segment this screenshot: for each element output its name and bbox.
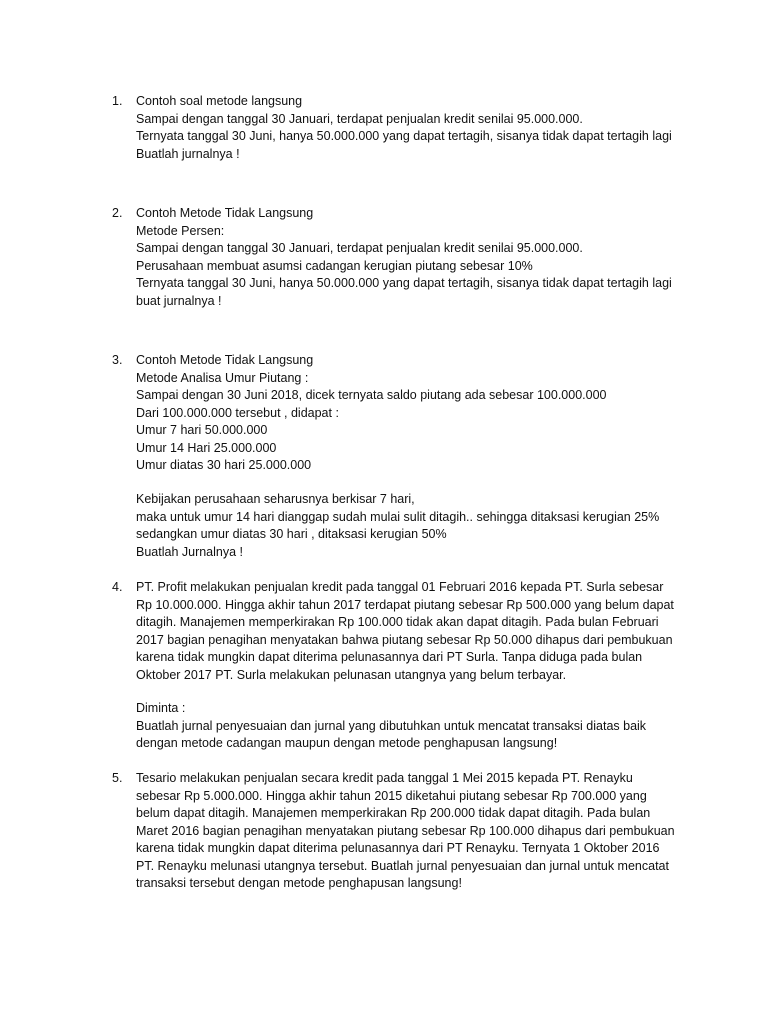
item-4-line: Buatlah jurnal penyesuaian dan jurnal yang dibutuhkan untuk mencatat transaksi diatas baik: [136, 718, 647, 733]
item-4-number: 4.: [112, 580, 123, 594]
item-4-line: Diminta :: [136, 701, 186, 715]
item-3-title: Contoh Metode Tidak Langsung: [136, 353, 314, 367]
item-1-line: Buatlah jurnalnya !: [136, 146, 240, 161]
item-3-line: Metode Analisa Umur Piutang :: [136, 370, 309, 385]
item-4-line: karena tidak mungkin dapat diterima pelunasannya dari PT Surla. Tanpa diduga pada bulan: [136, 650, 643, 664]
item-2-line: buat jurnalnya !: [136, 293, 222, 308]
item-4-line: dengan metode cadangan maupun dengan metode penghapusan langsung!: [136, 736, 558, 750]
item-2-line: Perusahaan membuat asumsi cadangan kerugian piutang sebesar 10%: [136, 258, 533, 273]
item-3-line: maka untuk umur 14 hari dianggap sudah mulai sulit ditagih.. sehingga ditaksasi kerugian 25%: [136, 509, 660, 524]
item-3-number: 3.: [112, 353, 123, 367]
item-3-line: Dari 100.000.000 tersebut , didapat :: [136, 405, 339, 420]
item-1-line: Sampai dengan tanggal 30 Januari, terdapat penjualan kredit senilai 95.000.000.: [136, 111, 583, 126]
item-2-title: Contoh Metode Tidak Langsung: [136, 206, 314, 220]
item-2-line: Ternyata tanggal 30 Juni, hanya 50.000.000 yang dapat tertagih, sisanya tidak dapat tertagih lagi: [136, 276, 672, 290]
item-5-line: Tesario melakukan penjualan secara kredit pada tanggal 1 Mei 2015 kepada PT. Renayku: [136, 771, 633, 785]
item-5-line: belum dapat ditagih. Manajemen memperkirakan Rp 200.000 tidak dapat ditagih. Pada bulan: [136, 806, 651, 820]
item-3-line: Umur diatas 30 hari 25.000.000: [136, 458, 312, 472]
item-5-number: 5.: [112, 771, 123, 785]
item-5-line: transaksi tersebut dengan metode penghapusan langsung!: [136, 876, 462, 890]
item-4-line: PT. Profit melakukan penjualan kredit pada tanggal 01 Februari 2016 kepada PT. Surla sebesar: [136, 580, 664, 594]
item-4-line: 2017 bagian penagihan menyatakan bahwa piutang sebesar Rp 50.000 dihapus dari pembukuan: [136, 632, 673, 647]
item-5-line: Maret 2016 bagian penagihan menyatakan piutang sebesar Rp 100.000 dihapus dari pembukuan: [136, 823, 675, 838]
item-4-line: ditagih. Manajemen memperkirakan Rp 100.000 tidak akan dapat ditagih. Pada bulan Februari: [136, 615, 659, 629]
item-3-line: Buatlah Jurnalnya !: [136, 544, 244, 559]
item-3-line: sedangkan umur diatas 30 hari , ditaksasi kerugian 50%: [136, 527, 447, 541]
item-3-line: Kebijakan perusahaan seharusnya berkisar 7 hari,: [136, 492, 415, 506]
item-2-line: Sampai dengan tanggal 30 Januari, terdapat penjualan kredit senilai 95.000.000.: [136, 241, 583, 255]
item-5-line: sebesar Rp 5.000.000. Hingga akhir tahun 2015 diketahui piutang sebesar Rp 700.000 yang: [136, 788, 647, 803]
item-2-number: 2.: [112, 206, 123, 220]
item-4-line: Oktober 2017 PT. Surla melakukan pelunasan utangnya yang belum terbayar.: [136, 667, 567, 682]
item-5-line: karena tidak mungkin dapat diterima pelunasannya dari PT Renayku. Ternyata 1 Oktober 2016: [136, 841, 660, 855]
item-3-line: Umur 14 Hari 25.000.000: [136, 440, 277, 455]
item-4-line: Rp 10.000.000. Hingga akhir tahun 2017 terdapat piutang sebesar Rp 500.000 yang belum dapat: [136, 597, 674, 612]
item-3-line: Sampai dengan 30 Juni 2018, dicek ternyata saldo piutang ada sebesar 100.000.000: [136, 388, 607, 402]
item-5-line: PT. Renayku melunasi utangnya tersebut. Buatlah jurnal penyesuaian dan jurnal untuk mencatat: [136, 858, 669, 873]
item-3-line: Umur 7 hari 50.000.000: [136, 423, 268, 437]
item-1-number: 1.: [112, 94, 123, 108]
item-1-line: Ternyata tanggal 30 Juni, hanya 50.000.000 yang dapat tertagih, sisanya tidak dapat tertagih lagi: [136, 129, 672, 143]
item-1-title: Contoh soal metode langsung: [136, 94, 303, 108]
item-2-line: Metode Persen:: [136, 223, 225, 238]
